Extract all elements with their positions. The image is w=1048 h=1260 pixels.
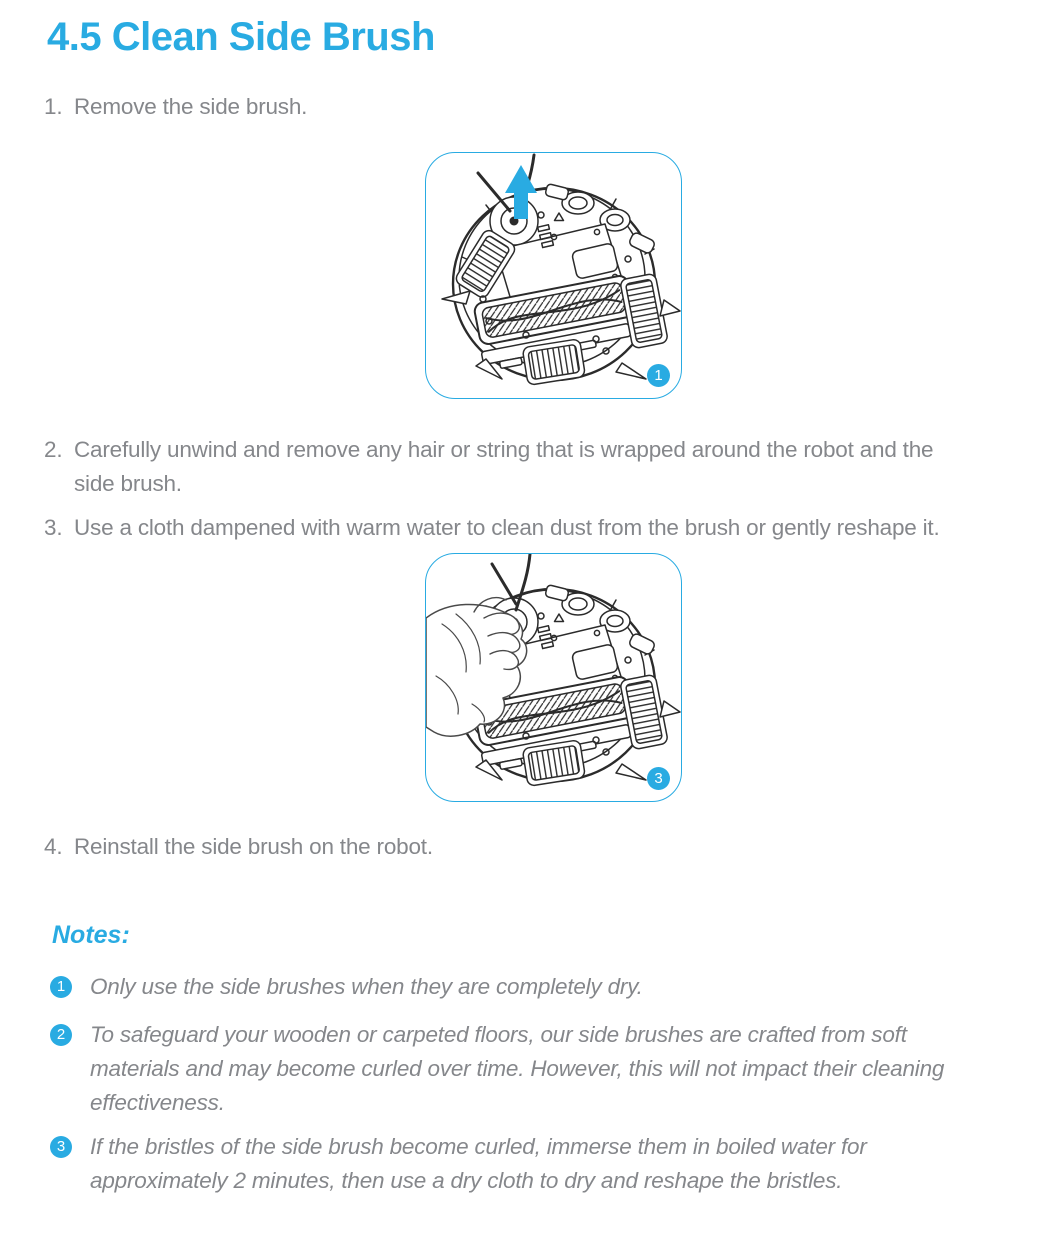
notes-header: Notes: [52, 921, 130, 949]
step-item-2 [44, 433, 1048, 501]
note-item-1 [50, 970, 1048, 1004]
step-number: 4. [44, 834, 63, 859]
figure-remove-side-brush [425, 152, 682, 399]
robot-underside-illustration [426, 554, 681, 801]
note-text: Only use the side brushes when they are completely dry. [90, 974, 643, 999]
note-number-badge: 2 [50, 1024, 72, 1046]
step-text: Reinstall the side brush on the robot. [74, 834, 433, 859]
step-text: Remove the side brush. [74, 94, 308, 119]
step-number: 1. [44, 94, 63, 119]
figure-step-badge: 3 [647, 767, 670, 790]
robot-underside-illustration [426, 153, 681, 398]
note-number-badge: 3 [50, 1136, 72, 1158]
note-text: To safeguard your wooden or carpeted floors, our side brushes are crafted from soft materials and may become curled over time. However, this will not impact their cleaning effectiveness. [90, 1022, 945, 1115]
note-item-2 [50, 1018, 1048, 1120]
step-item-4 [44, 830, 1048, 864]
note-text: If the bristles of the side brush become curled, immerse them in boiled water for approximately 2 minutes, then use a dry cloth to dry and reshape the bristles. [90, 1134, 867, 1193]
note-number-badge: 1 [50, 976, 72, 998]
step-item-3 [44, 511, 1048, 545]
step-item-1 [44, 90, 1048, 124]
step-text: Use a cloth dampened with warm water to clean dust from the brush or gently reshape it. [74, 515, 940, 540]
section-title: 4.5 Clean Side Brush [47, 15, 435, 59]
step-text: Carefully unwind and remove any hair or string that is wrapped around the robot and the side brush. [74, 437, 934, 496]
figure-clean-side-brush [425, 553, 682, 802]
note-item-3 [50, 1130, 1048, 1198]
step-number: 3. [44, 515, 63, 540]
step-number: 2. [44, 437, 63, 462]
figure-step-badge: 1 [647, 364, 670, 387]
